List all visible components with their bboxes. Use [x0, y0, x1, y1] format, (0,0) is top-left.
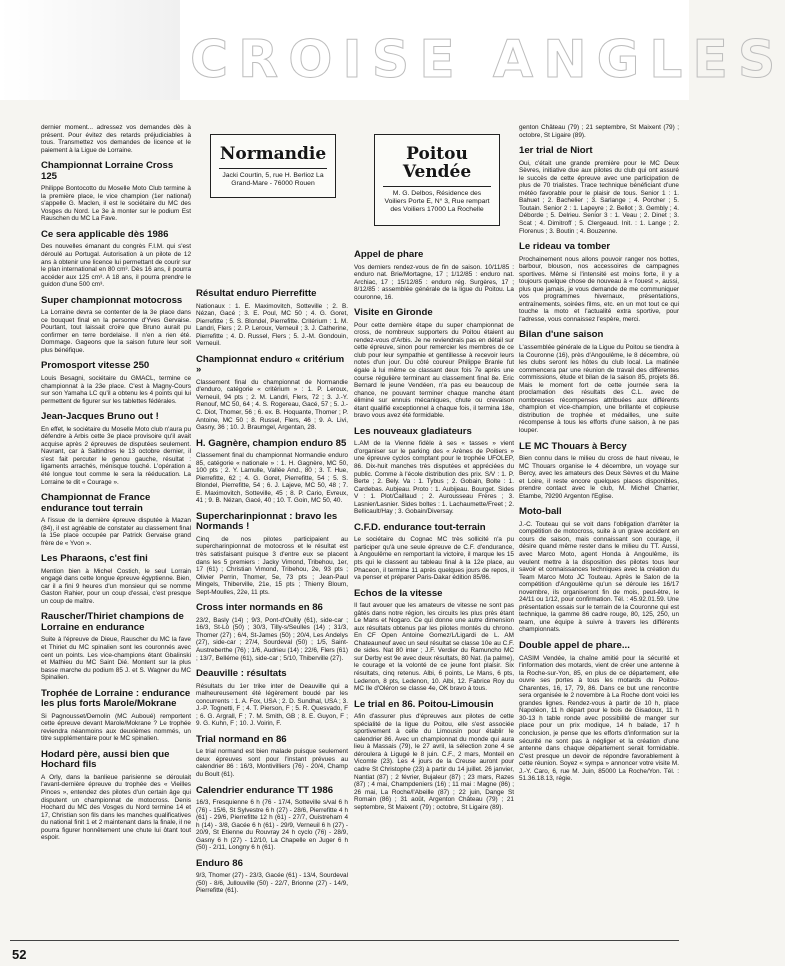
article-text: Pour cette dernière étape du super championnat de cross, de nombreux supporters du Poitou étaient au rendez-vous d'Arbis. Je ne reviendrais pas en détail sur cette épreuve, sinon pour remercier les membres de ce club pour leur sympathie et gentillesse à recevoir leurs notes d'un jour. Du côté coureur Philippe Branle fut égale à lui même ce classant deux fois 7e après une course régulière terminant au classement final 8e. Eric Bernard le jeune Vendéen, n'a pas eu beaucoup de chance, ne pouvant terminer chaque manche étant éliminé sur ennuis mécaniques, chute ou crevaison étant qualifié exceptionnel à chaque fois, il termina 18e, bravo vous avez été formidable. [354, 321, 514, 420]
article-heading: H. Gagnère, champion enduro 85 [196, 437, 347, 449]
article-heading: Hodard père, aussi bien que Hochard fils [41, 748, 170, 771]
article-text: Classement final du championnat de Normandie d'enduro, catégorie « critérium » : 1. P. Leroux, Verneuil, 94 pts ; 2. M. Landri, Flers, 72 ; 3. J.-Y. Renouf, MC 50, 64 ; 4. S. Rogereau, Gacé, 57 ; 5. J.-C. Diot, Thomer, 56 ; 6. ex. B. Hoquante, Thomer ; P. Antoine, MC 50 ; 8. Russel, Flers, 46 ; 9. A. Livi, Gasny, 36 ; 10. J. Braumgel, Argentan, 28. [196, 378, 348, 432]
column-2 [196, 282, 348, 934]
column-3 [354, 243, 514, 934]
article-heading: Ce sera applicable dès 1986 [41, 228, 169, 240]
article-heading: Calendrier endurance TT 1986 [196, 784, 334, 796]
column-4 [519, 124, 679, 934]
article-text: 23/2, Basly (14) ; 9/3, Pont-d'Ouilly (61), side-car ; 16/3, St-Lô (50) ; 30/3, Tilly-s/Seulles (14) ; 31/3, Thomer (27) ; 6/4, St-James (50) ; 20/4, Les Andelys (27), side-car ; 27/4, Sourdeval (50) ; 1/5, Saint-Austreberthe (76) ; 1/6, Audrieu (14) ; 22/6, Flers (61) ; 13/7, Belléme (61), side-car ; 5/10, Thiberville (27). [196, 616, 348, 662]
article-text: En effet, le sociétaire du Moselle Moto club n'aura pu défendre à Arbis cette 3e place provisoire qu'il avait acquise après 2 épreuves de disputées seulement. Navrant, car à Saltindres le 13 octobre dernier, il s'est fait percuter le genou gauche, résultat : ligaments arrachés, ménisque touché. L'opération a été longue tout comme le sera la rééducation. La Lorraine te dit « Courage ». [41, 425, 191, 486]
article-heading: Les nouveaux gladiateurs [354, 425, 472, 437]
article-heading: Championnat Lorraine Cross 125 [41, 160, 174, 182]
article-text: Des nouvelles émanant du congrès F.I.M. qui s'est déroulé au Portugal. Autorisation à un pilote de 12 ans à obtenir une licence lui permettant de courir sur le plan international en 80 cm³. Dès 16 ans, il pourra accéder aux 125 cm³. A 18 ans, il pourra prendre le guidon d'une 500 cm³. [41, 243, 191, 289]
article-heading: Le trial en 86. Poitou-Limousin [354, 698, 494, 710]
article-text: Oui, c'était une grande première pour le MC Deux Sèvres, initiative due aux pilotes du club qui ont assuré le succès de cette épreuve avec une participation de plus de 70 trialistes. Trace technique bénéficiant d'une météo favorable pour le plaisir de tous. Senior 1 : 1. Bahuet ; 2. Bachelier ; 3. Sarlange ; 4. Porcher ; 5. Toutain. Senior 2 : 1. Lapeyre ; 2. Bellot ; 3. Gembly ; 4. Déborde ; 5. Delrieu. Senior 3 : 1. Veau ; 2. Dinet ; 3. Scat ; 4. Dimitroff ; 5. Clergeaud. Init. : 1. Lange ; 2. Florenus ; 3. Boutin ; 4. Bouzenne. [519, 159, 679, 235]
article-text: Classement final du championnat Normandie enduro 85, catégorie « nationale » : 1. H. Gagnère, MC 50, 100 pts ; 2. Y. Lamulle, Vallée And., 80 ; 3. T. Hue, Pierrefitte, 62 ; 4. G. Goret, Pierrefitte, 54 ; 5. S. Blondel, Pierrefitte, 54 ; 6. J. Lajeve, MC 50, 48 ; 7. E. Maximovitch, Sotteville, 45 ; 8. P. Cario, Evreux, 41 ; 9. B. Nézan, Gacé, 40 ; 10. T. Goin, MC 50, 40. [196, 452, 348, 505]
poitou-title: Poitou [406, 144, 468, 164]
article-text: Résultats du 1er trike inter de Deauville qui a malheureusement été légèrement boudé par les concurrents : 1. A. Fox, USA ; 2. D. Sundhal, USA ; 3. J.-P. Tognetti, F ; 4. T. Pierson, F ; 5. R. Quesvado, F ; 6. G. Argrall, F ; 7. M. Smith, GB ; 8. E. Guyon, F ; 9. G. Kuhn, F ; 10. J. Voirin, F. [196, 682, 348, 728]
normandie-title: Normandie [219, 144, 327, 164]
article-text: Vos derniers rendez-vous de fin de saison. 10/11/85 : enduro nat. Brie/Mortagne, 17 ; 1/12/85 : enduro nat. Archiac, 17 ; 15/12/85 : enduro rég. Surgères, 17 ; 8/12/85 : assemblée générale de la ligue du Poitou. La couronne, 16. [354, 263, 514, 301]
article-text: L.AM de la Vienne fidèle à ses « tasses » vient d'organiser sur le parking des « Arènes de Poitiers » une épreuve cyclos comptant pour le trophée UFOLEP, 86. Dix-huit manches très disputées et appréciées du public. Comme à l'école distribution des prix. S/V : 1. P. Berte ; 2. Bely. Va : 1. Tybus ; 2. Gobain, Bolte : 1. Cardebas. Aubjeau. Proto : 1. Aubijeau. Bourget. Sides V : 1. Plot/Caillaud ; 2. Aurousseau Frères ; 3. Lasnier/Lasnier. Sides boltes : 1. Lachaumette/Freet ; 2. Bellicault/Hay ; 3. Gobain/Diversay. [354, 440, 514, 516]
article-text: genton Château (79) ; 21 septembre, St Maixent (79) ; octobre, St Ligaire (89). [519, 124, 679, 139]
article-heading: Résultat enduro Pierrefitte [196, 288, 317, 299]
article-text: Suite à l'épreuve de Dieue, Rauscher du MC la fave et Thiriet du MC spinalien sont les couronnés avec cent un points. Les vice-champions étant Gbalinski et Mathieu du MC Saint Dié. Montent sur la plus basse marche du podium 85 J. et S. Wagner du MC Spinalien. [41, 636, 191, 682]
article-heading: Championnat enduro « critérium » [196, 353, 345, 376]
article-heading: Le rideau va tomber [519, 241, 611, 253]
article-heading: Trophée de Lorraine : endurance les plus forts Marole/Mokrane [41, 687, 191, 710]
article-heading: C.F.D. endurance tout-terrain [354, 521, 486, 533]
article-heading: Enduro 86 [196, 857, 243, 869]
article-text: A Orly, dans la banlieue parisienne se déroulait l'avant-dernière épreuve du trophée des « Vieilles Pinces », entendez des pilotes d'un certain âge qui disputent un championnat de motocross. Denis Hochard du MC des Vosges du Nord termine 14 et 17, Christian son fils dans les manches qualificatives du national finit 1 et 2 maintenant dans la finale, il ne pourra figurer honnêtement une chute lui ôtant tout espoir. [41, 773, 191, 842]
poitou-box [374, 134, 500, 226]
article-heading: Promosport vitesse 250 [41, 360, 150, 372]
article-heading: Bilan d'une saison [519, 329, 604, 341]
poitou-rule [383, 186, 491, 187]
article-text: Philippe Bontocotto du Moselle Moto Club termine à la première place, le vice champion (1er national) s'appelle G. Maclen, il est le sociétaire du MC des Vosges du Nord. Le 3e à monter sur le podium Est Rauschen du MC La Fave. [41, 185, 191, 223]
normandie-address: Jacki Courtin, 5, rue H. Berlioz La Grand-Mare - 76000 Rouen [222, 172, 324, 187]
banner-shade [0, 0, 180, 100]
article-text: Bien connu dans le milieu du cross de haut niveau, le MC Thouars organise le 4 décembre, un voyage sur Bercy, avec les amateurs des Deux Sèvres et du Maine et Loire, il reste encore quelques places disponibles, prendre contact avec le club, M. Michel Charrier, Etambe, 79290 Argenton l'Eglise. [519, 455, 679, 500]
normandie-box [210, 134, 336, 198]
column-1 [41, 124, 191, 934]
article-text: CASIM Vendée, la chaîne amitié pour la sécurité et l'information des motards, vient de créer une antenne à la Roche-sur-Yon, 85, en plus de ce département, elle ouvre ses portes à tous les motards du Poitou-Charentes, 16, 17, 79, 86. Dans ce but une rencontre sera organisée le 2 novembre à La Roche dont voici les grandes lignes. Rendez-vous à partir de 10 h, place Napoléon, 11 h départ pour le bois de Gisadoux, 11 h 30-13 h table ronde avec possibilité de manger sur place pour un prix modique, 14 h balade, 17 h conclusion, je pense que les efforts d'information sur la sécurité ne sont pas à négliger et la création d'une antenne dans chaque département serait formidable. C'est presque un devoir de répondre favorablement à cette réunion. Soyez « sympa » annoncer votre visite M. J.-Y. Caro, 6, rue M. Juin, 85000 La Roche/Yon. Tél. : 51.36.18.13, régie. [519, 654, 679, 783]
article-text: Si Pagnousset/Demolin (MC Auboué) remportent cette épreuve devant Marole/Mokrane ? Le trophée reviendra néanmoins aux deuxièmes nommés, un titre supplémentaire pour le MC spinalien. [41, 712, 191, 743]
article-text: 16/3, Fresquienne 6 h (76 - 17/4, Sotteville s/val 6 h (76) - 15/6, St Sylvestre 6 h (27) - 28/6, Pierrefitte 4 h (61) - 29/6, Pierrefitte 12 h (61) - 27/7, Ouistreham 4 h (14) - 3/8, Gacée 6 h (61) - 29/9, Verneuil 6 h (27) - 20/9, St Etienne du Rouvray 24 h cyclo (76) - 28/9, Gasny 6 h (27) - 12/10, La Chapelle en Juger 6 h (50) - 2/11, Longny 6 h (61). [196, 799, 348, 852]
article-heading: Championnat de France endurance tout terrain [41, 492, 151, 514]
article-text: Mention bien à Michel Costich, le seul Lorrain engagé dans cette longue épreuve égyptienne. Bien, car il a fini 9 heures d'un monsieur qui se nomme Gaston Rahier, pour un coup d'essai, c'est presque un coup de maître. [41, 567, 191, 605]
article-text: L'assemblée générale de la Ligue du Poitou se tiendra à la Couronne (16), près d'Angoulême, le 8 décembre, où les clubs seront les hôtes du club local. La matinée commencera par une réunion de travail des différentes commissions, étude et bilan de la saison 85, projets 86. Mais le moment fort de cette journée sera la proclamation des résultats des C.L. avec de nombreuses récompenses attribuées aux différents champion et vice-champion, une brillante et copieuse distribution de trophée et médailles, une suite récompense à tous les efforts d'une saison, à ne pas louper. [519, 343, 679, 434]
article-heading: Les Pharaons, c'est fini [41, 553, 148, 565]
footer-rule [10, 940, 679, 941]
article-heading: Rauscher/Thiriet champions de Lorraine en endurance [41, 611, 184, 633]
banner-title: CROISE ANGLES [190, 30, 785, 90]
article-text: La Lorraine devra se contenter de la 3e place dans ce bouquet final en la personne d'Yves Gervaise. Pourtant, tout laissait croire que Bruno aurait pu confirmer en terre bordelaise. Il n'en a rien été. Dommage. Gageons que la saison future leur soit plus bénéfique. [41, 309, 191, 354]
article-heading: Trial normand en 86 [196, 733, 287, 745]
article-text: Louis Besagni, sociétaire du GMACL, termine ce championnat à la 23e place. C'est à Magny-Cours sur son Yamaha LC qu'il a obtenu les 4 points qui lui permettent de figurer sur les tablettes fédérales. [41, 374, 191, 405]
article-text: Prochainement nous allons pouvoir ranger nos bottes, barbour, blouson, nos accessoires de campagnes sportives. Même si l'intensité est moins forte, il y a toujours quelque chose de nouveau à « l'ouest », aussi, plus que jamais, je vous demande de me communiquer vos programmes hivernaux, présentations, entraînements, soirées films, etc. en un mot tout ce qui touche la moto et l'actualité extra sportive, pour l'adresse, vous connaissez l'espère, merci. [519, 255, 679, 323]
header-banner [0, 0, 785, 100]
article-text: J.-C. Touteau qui se voit dans l'obligation d'arrêter la compétition de motocross, suite à un grave accident en cours de saison, mais connaissant son courage, il désire quand même rester dans le milieu du TT. Aussi, avec Marco Moto, agent Honda à Angoulême, ils veulent mettre à la disposition des pilotes tous leur savoir et connaissances techniques avec la création du Team Marco Moto JC Touteau. Après le Salon de la compétition d'Angoulême qu'un se déroule les 16/17 novembre, ils organiseront fin de mois, peut-être, le 24/11 ou 1/12, pour confirmation. Tél. : 45.92.01.59. Une présentation essais sur le terrain de la Couronne qui est technique, la gamme 86 cadre rouge, 80, 125, 250, un team, une équipe à suivre à travers les différents championnats. [519, 520, 679, 634]
article-text: 9/3, Thomer (27) - 23/3, Gacée (61) - 13/4, Sourdeval (50) - 8/6, Jullouville (50) - 22/7, Brionne (27) - 14/9, Pierrefitte (61). [196, 872, 348, 895]
article-text: dernier moment... adressez vos demandes dès à présent. Pour évitez des retards préjudiciables à tous. Transmettez vos demandes de licence et le paiement à la Ligue de Lorraine. [41, 124, 191, 154]
article-heading: Jean-Jacques Bruno out ! [41, 411, 159, 423]
article-text: A l'issue de la dernière épreuve disputée à Mazan (84), il est agréable de constater au classement final la 15e place occupée par Patrick Gervaise grand frère de « Yvon ». [41, 517, 191, 547]
article-heading: Echos de la vitesse [354, 587, 443, 599]
normandie-rule [219, 168, 327, 169]
page-number: 52 [12, 947, 27, 962]
article-heading: Appel de phare [354, 249, 424, 260]
article-heading: Deauville : résultats [196, 668, 287, 680]
article-heading: Moto-ball [519, 506, 562, 518]
article-heading: LE MC Thouars à Bercy [519, 440, 627, 452]
article-text: Cinq de nos pilotes participaient au supercharinpionnat de motocross et le résultat est très satisfaisant puisque 3 d'entre eux se placent dans les 5 premiers : Jacky Vimond, Tribehou, 1er, 17 (61) ; Christian Vimond, Tribehou, 2e, 93 pts ; Olivier Perrin, Thomer, 5e, 73 pts ; Jean-Paul Mingels, Thiberville, 21e, 15 pts ; Thierry Bloum, Sept-Moulles, 22e, 11 pts. [196, 535, 348, 596]
article-heading: Super championnat motocross [41, 294, 183, 306]
article-heading: Supercharinpionnat : bravo les Normands ! [196, 510, 338, 533]
article-text: Afin d'assurer plus d'épreuves aux pilotes de cette spécialité de la ligue du Poitou, elle s'est associée sportivement à celle du Limousin pour établir le calendrier 86. Avec un championnat du monde qui aura lieu à Massais (79), le 27 avril, la sélection zone 4 se déroulera à Ligugé le 8 juin. C.F., 2 mars, Monteil en Vicomte (23). Les 4 jours de la Creuse auront pour cadre St Christophe (23) à partir du 14 juillet. 26 janvier, Nantiat (87) ; 2 février, Bujaleur (87) ; 23 mars, Razes (87) ; 4 mai, Champdeniers (16) ; 11 mai : Magne (86) ; 26 mai, La Roche/l'Abeille (87) ; 22 juin, Dange St Romain (86) ; 31 août, Argenton Château (79) ; 21 septembre, St Maixent (79) ; octobre, St Ligaire (89). [354, 713, 514, 811]
poitou-address: M. G. Delbos, Résidence des Voiliers Porte E, N° 3, Rue rempart des Voiliers 17000 La Rochelle [384, 190, 490, 213]
article-heading: Cross inter normands en 86 [196, 602, 323, 614]
article-heading: Visite en Gironde [354, 307, 433, 319]
article-text: Le trial normand est bien malade puisque seulement deux épreuves sont pour l'instant prévues au calendrier 86 : 16/3, Montivilliers (76) - 20/4, Champ du Boult (61). [196, 748, 348, 779]
vendee-title: Vendée [402, 162, 472, 182]
article-heading: Double appel de phare... [519, 640, 630, 652]
article-text: Il faut avouer que les amateurs de vitesse ne sont pas gâtés dans notre région, les circuits les plus près étant Le Mans et Nogaro. Ce qui donne une autre dimension aux résultats obtenus par les pilotes montés du chrono. En CF Open Antoine Gomez/L/Ligardi de L. AM Chateauneuf avec un seul résultat se classe 10e au C.F. de sides. Nat 80 inter ; J.F. Verdier du Ramuncho MC sur Derby est 9e avec deux résultats, 80 Nat. (la palme), le courage et la volonté de ce jeune font plaisir. Six résultats, cinq retenus. Albi, 6 points, Le Mans, 6 pts, Ledenon, 8 pts, Ledenon, 10. Albi, 12. Fabrice Roy du MC Ile d'Oléron se classe 4e, OK bravo à tous. [354, 602, 514, 693]
article-text: Nationaux : 1. E. Maximovitch, Sotteville ; 2. B. Nézan, Gacé ; 3. E. Poul, MC 50 ; 4. G. Goret, Pierrefitte ; 5. S. Blondel, Pierrefitte. Critérium : 1. M. Landri, Flers ; 2. P. Leroux, Verneuil ; 3. J. Catherine, Pierrefitte ; 4. D. Russel, Flers ; 5. J.-M. Gondouin, Verneuil. [196, 302, 348, 348]
article-text: Le sociétaire du Cognac MC très sollicité n'a pu participer qu'à une seule épreuve de C.F. d'endurance, à Angoulême en remportant la victoire, il marque les 15 pts qui le classent au tableau final à la 12e place, au Phaceon, il termine 11 après quelques jours de repos, il va penser et préparer Paris-Dakar édition 85/86. [354, 536, 514, 582]
article-heading: 1er trial de Niort [519, 145, 593, 157]
